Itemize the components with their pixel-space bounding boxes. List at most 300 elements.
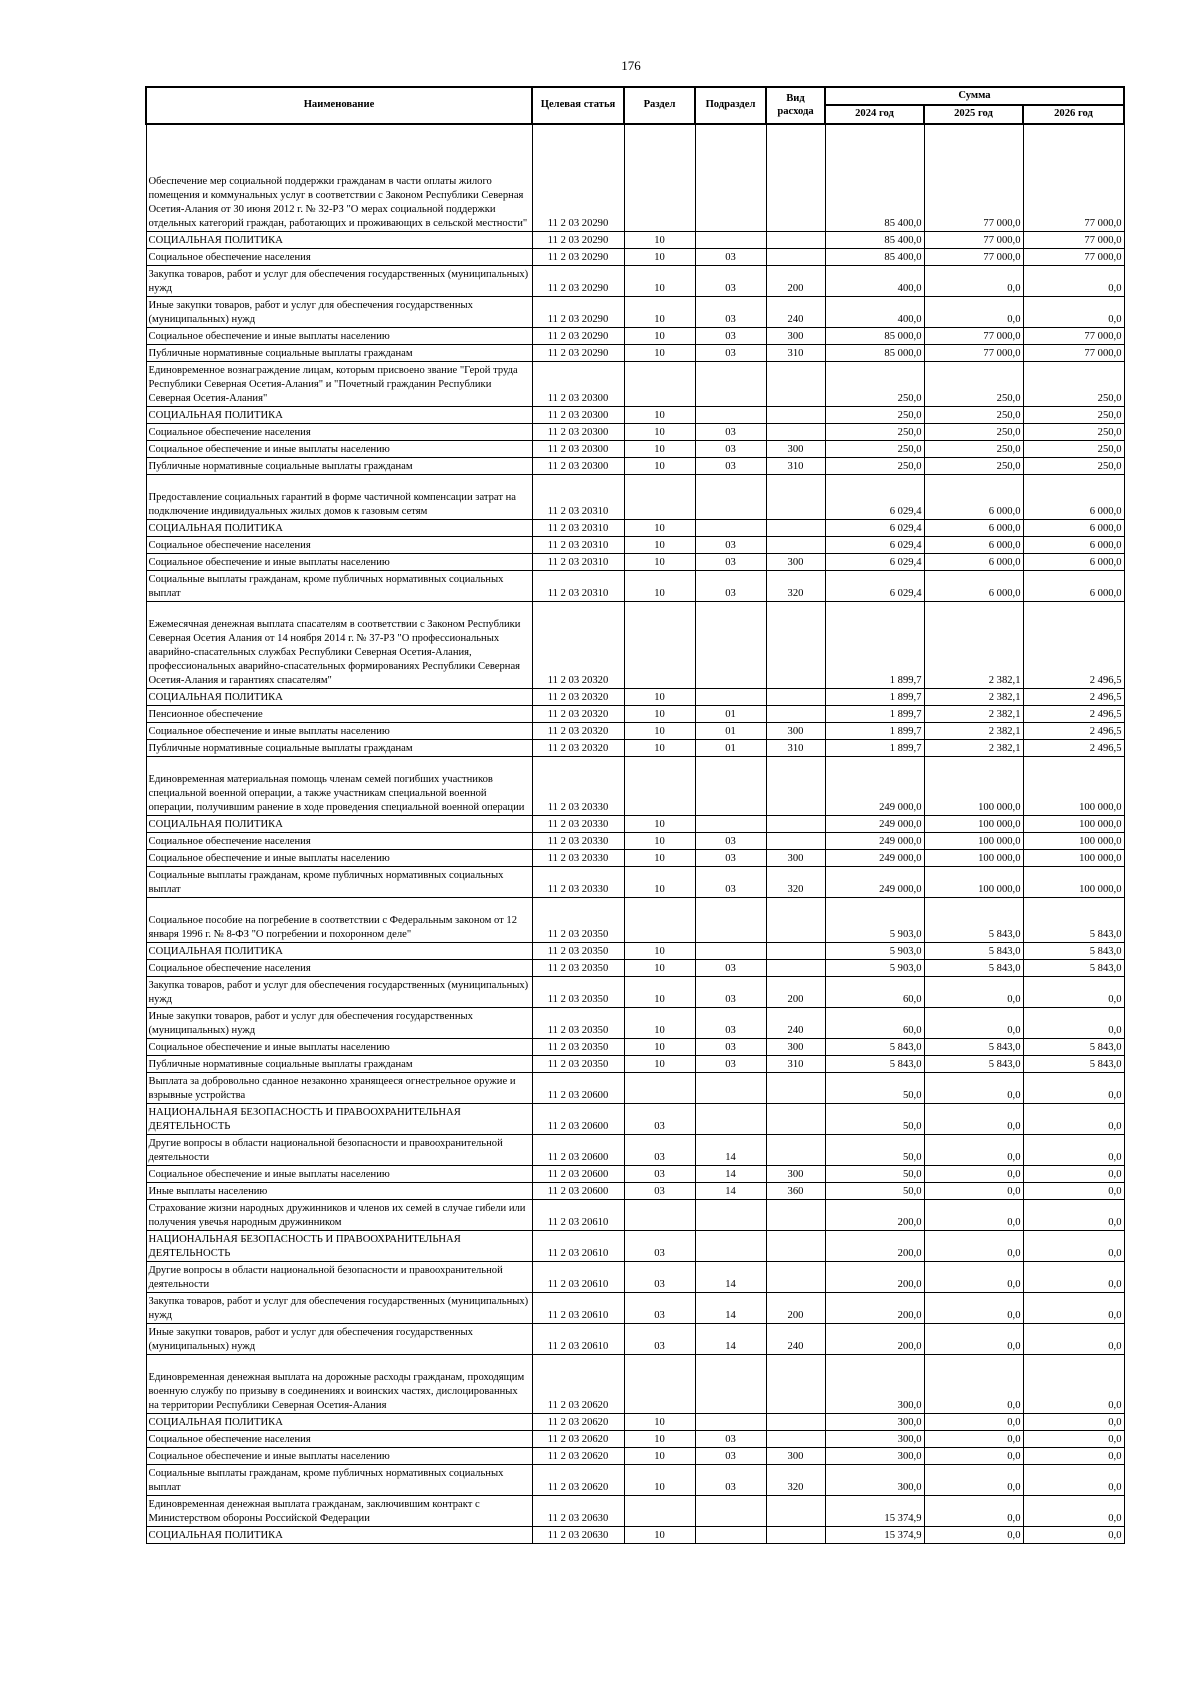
cell-expense-type: 240	[766, 1324, 825, 1355]
cell-expense-type	[766, 520, 825, 537]
cell-sum-2024: 6 029,4	[825, 475, 924, 520]
cell-expense-type	[766, 706, 825, 723]
cell-expense-type: 200	[766, 1293, 825, 1324]
table-row	[146, 266, 1124, 297]
cell-sum-2026: 5 843,0	[1023, 1056, 1124, 1073]
cell-target-article: 11 2 03 20330	[532, 816, 624, 833]
cell-sum-2025: 100 000,0	[924, 757, 1023, 816]
cell-sum-2024: 250,0	[825, 441, 924, 458]
cell-section: 10	[624, 554, 695, 571]
cell-sum-2025: 0,0	[924, 1135, 1023, 1166]
row-name-text: Выплата за добровольно сданное незаконно хранящееся огнестрельное оружие и взрывные устройства	[148, 1076, 516, 1101]
table-row	[146, 407, 1124, 424]
cell-section: 10	[624, 723, 695, 740]
cell-expense-type	[766, 232, 825, 249]
cell-expense-type: 300	[766, 850, 825, 867]
cell-sum-2025: 77 000,0	[924, 328, 1023, 345]
cell-subsection	[695, 757, 766, 816]
cell-target-article: 11 2 03 20290	[532, 124, 624, 232]
cell-sum-2026: 0,0	[1023, 297, 1124, 328]
cell-section: 10	[624, 1431, 695, 1448]
cell-sum-2025: 0,0	[924, 1073, 1023, 1104]
cell-expense-type: 300	[766, 441, 825, 458]
cell-sum-2024: 400,0	[825, 297, 924, 328]
cell-expense-type: 240	[766, 297, 825, 328]
cell-section: 10	[624, 1008, 695, 1039]
cell-section: 10	[624, 1414, 695, 1431]
cell-section: 03	[624, 1183, 695, 1200]
cell-subsection	[695, 407, 766, 424]
row-name-text: Социальное обеспечение и иные выплаты населению	[148, 853, 390, 864]
cell-target-article: 11 2 03 20350	[532, 1008, 624, 1039]
table-row	[146, 458, 1124, 475]
cell-sum-2026: 0,0	[1023, 1104, 1124, 1135]
cell-target-article: 11 2 03 20610	[532, 1200, 624, 1231]
cell-section: 03	[624, 1166, 695, 1183]
cell-expense-type: 310	[766, 1056, 825, 1073]
cell-name	[146, 362, 532, 407]
cell-name	[146, 740, 532, 757]
table-row	[146, 850, 1124, 867]
header-year-2026: 2026 год	[1023, 105, 1124, 124]
header-target-article: Целевая статья	[532, 87, 624, 124]
cell-name	[146, 1166, 532, 1183]
cell-sum-2024: 250,0	[825, 407, 924, 424]
cell-name	[146, 943, 532, 960]
cell-sum-2025: 5 843,0	[924, 943, 1023, 960]
cell-sum-2026: 5 843,0	[1023, 943, 1124, 960]
cell-subsection	[695, 1414, 766, 1431]
cell-sum-2025: 100 000,0	[924, 833, 1023, 850]
cell-sum-2024: 60,0	[825, 977, 924, 1008]
cell-target-article: 11 2 03 20600	[532, 1183, 624, 1200]
cell-sum-2025: 0,0	[924, 1448, 1023, 1465]
cell-subsection: 03	[695, 867, 766, 898]
cell-expense-type: 300	[766, 1166, 825, 1183]
cell-sum-2026: 0,0	[1023, 1166, 1124, 1183]
cell-expense-type	[766, 1262, 825, 1293]
table-row	[146, 537, 1124, 554]
row-name-text: Страхование жизни народных дружинников и членов их семей в случае гибели или получения увечья народным дружинником	[148, 1203, 526, 1228]
cell-target-article: 11 2 03 20630	[532, 1496, 624, 1527]
cell-subsection	[695, 362, 766, 407]
cell-target-article: 11 2 03 20630	[532, 1527, 624, 1544]
cell-subsection	[695, 1073, 766, 1104]
cell-target-article: 11 2 03 20320	[532, 740, 624, 757]
cell-subsection: 03	[695, 960, 766, 977]
cell-sum-2026: 0,0	[1023, 1073, 1124, 1104]
cell-sum-2026: 2 496,5	[1023, 689, 1124, 706]
cell-sum-2026: 6 000,0	[1023, 554, 1124, 571]
cell-section: 10	[624, 441, 695, 458]
cell-section: 10	[624, 867, 695, 898]
cell-sum-2026: 0,0	[1023, 977, 1124, 1008]
cell-sum-2024: 249 000,0	[825, 867, 924, 898]
cell-sum-2025: 2 382,1	[924, 740, 1023, 757]
cell-sum-2026: 77 000,0	[1023, 328, 1124, 345]
cell-section: 03	[624, 1231, 695, 1262]
table-row	[146, 520, 1124, 537]
cell-sum-2026: 0,0	[1023, 1496, 1124, 1527]
cell-expense-type: 310	[766, 345, 825, 362]
cell-sum-2025: 6 000,0	[924, 571, 1023, 602]
cell-target-article: 11 2 03 20600	[532, 1104, 624, 1135]
cell-sum-2024: 60,0	[825, 1008, 924, 1039]
cell-section: 10	[624, 424, 695, 441]
cell-expense-type	[766, 602, 825, 689]
cell-sum-2025: 0,0	[924, 1431, 1023, 1448]
cell-sum-2024: 1 899,7	[825, 740, 924, 757]
cell-target-article: 11 2 03 20600	[532, 1166, 624, 1183]
cell-subsection	[695, 124, 766, 232]
cell-target-article: 11 2 03 20600	[532, 1073, 624, 1104]
cell-target-article: 11 2 03 20600	[532, 1135, 624, 1166]
cell-section: 10	[624, 407, 695, 424]
cell-sum-2025: 77 000,0	[924, 124, 1023, 232]
cell-sum-2025: 5 843,0	[924, 898, 1023, 943]
cell-expense-type	[766, 1527, 825, 1544]
cell-sum-2024: 5 903,0	[825, 898, 924, 943]
cell-subsection	[695, 1496, 766, 1527]
table-body	[146, 124, 1124, 1544]
cell-expense-type	[766, 475, 825, 520]
cell-sum-2025: 0,0	[924, 1262, 1023, 1293]
cell-sum-2025: 6 000,0	[924, 537, 1023, 554]
cell-name	[146, 1414, 532, 1431]
cell-section: 10	[624, 943, 695, 960]
cell-sum-2024: 85 000,0	[825, 345, 924, 362]
cell-sum-2025: 250,0	[924, 362, 1023, 407]
cell-target-article: 11 2 03 20310	[532, 537, 624, 554]
cell-name	[146, 1465, 532, 1496]
cell-section: 10	[624, 328, 695, 345]
row-name-text: Пенсионное обеспечение	[148, 709, 263, 720]
cell-sum-2026: 2 496,5	[1023, 602, 1124, 689]
cell-sum-2025: 0,0	[924, 1183, 1023, 1200]
cell-section: 03	[624, 1293, 695, 1324]
cell-section: 10	[624, 458, 695, 475]
cell-sum-2025: 5 843,0	[924, 960, 1023, 977]
cell-target-article: 11 2 03 20620	[532, 1414, 624, 1431]
cell-subsection	[695, 1355, 766, 1414]
cell-sum-2026: 77 000,0	[1023, 232, 1124, 249]
cell-sum-2025: 77 000,0	[924, 232, 1023, 249]
cell-sum-2024: 50,0	[825, 1073, 924, 1104]
cell-expense-type: 360	[766, 1183, 825, 1200]
page-number: 176	[621, 58, 641, 73]
table-row	[146, 1231, 1124, 1262]
cell-name	[146, 1324, 532, 1355]
cell-target-article: 11 2 03 20610	[532, 1324, 624, 1355]
cell-subsection: 01	[695, 740, 766, 757]
cell-expense-type	[766, 898, 825, 943]
cell-name	[146, 960, 532, 977]
cell-target-article: 11 2 03 20290	[532, 297, 624, 328]
cell-target-article: 11 2 03 20610	[532, 1262, 624, 1293]
cell-sum-2025: 0,0	[924, 1324, 1023, 1355]
cell-target-article: 11 2 03 20320	[532, 723, 624, 740]
cell-section: 10	[624, 706, 695, 723]
cell-sum-2024: 250,0	[825, 362, 924, 407]
cell-sum-2026: 5 843,0	[1023, 1039, 1124, 1056]
cell-expense-type	[766, 1431, 825, 1448]
cell-sum-2025: 100 000,0	[924, 816, 1023, 833]
cell-sum-2024: 50,0	[825, 1166, 924, 1183]
cell-name	[146, 328, 532, 345]
cell-sum-2024: 85 400,0	[825, 249, 924, 266]
cell-sum-2026: 5 843,0	[1023, 898, 1124, 943]
cell-sum-2024: 200,0	[825, 1200, 924, 1231]
cell-section: 03	[624, 1324, 695, 1355]
cell-sum-2024: 5 843,0	[825, 1039, 924, 1056]
cell-sum-2024: 249 000,0	[825, 757, 924, 816]
row-name-text: Ежемесячная денежная выплата спасателям в соответствии с Законом Республики Северная Осетия Алания от 14 ноября 2014 г. № 37-РЗ "О профессиональных аварийно-спасательных службах Республики Северная Осетия-Алания, профессиональных аварийно-спасательных формированиях Республики Северная Осетия-Алания и гарантиях спасателям"	[148, 619, 521, 686]
table-row	[146, 706, 1124, 723]
cell-target-article: 11 2 03 20350	[532, 1056, 624, 1073]
cell-subsection	[695, 898, 766, 943]
cell-sum-2026: 0,0	[1023, 1262, 1124, 1293]
cell-sum-2025: 0,0	[924, 1231, 1023, 1262]
cell-sum-2026: 0,0	[1023, 1355, 1124, 1414]
row-name-text: Социальное обеспечение и иные выплаты населению	[148, 444, 390, 455]
cell-section	[624, 1073, 695, 1104]
row-name-text: Социальное обеспечение и иные выплаты населению	[148, 1451, 390, 1462]
cell-section	[624, 1200, 695, 1231]
cell-sum-2024: 249 000,0	[825, 833, 924, 850]
cell-expense-type	[766, 833, 825, 850]
cell-subsection	[695, 1231, 766, 1262]
table-row	[146, 362, 1124, 407]
cell-sum-2025: 250,0	[924, 458, 1023, 475]
row-name-text: Иные закупки товаров, работ и услуг для обеспечения государственных (муниципальных) нужд	[148, 1011, 473, 1036]
cell-expense-type: 200	[766, 266, 825, 297]
table-header	[146, 87, 1124, 124]
table-row	[146, 297, 1124, 328]
header-sum: Сумма	[825, 87, 1124, 105]
cell-sum-2024: 85 400,0	[825, 232, 924, 249]
cell-expense-type: 240	[766, 1008, 825, 1039]
cell-sum-2026: 0,0	[1023, 1465, 1124, 1496]
cell-subsection	[695, 1527, 766, 1544]
cell-section	[624, 757, 695, 816]
cell-sum-2026: 77 000,0	[1023, 124, 1124, 232]
row-name-text: Социальное обеспечение населения	[148, 427, 311, 438]
cell-sum-2025: 100 000,0	[924, 867, 1023, 898]
row-name-text: СОЦИАЛЬНАЯ ПОЛИТИКА	[148, 1530, 283, 1541]
cell-sum-2026: 0,0	[1023, 1293, 1124, 1324]
cell-sum-2025: 0,0	[924, 1465, 1023, 1496]
cell-sum-2026: 100 000,0	[1023, 833, 1124, 850]
cell-sum-2024: 15 374,9	[825, 1496, 924, 1527]
cell-sum-2025: 2 382,1	[924, 689, 1023, 706]
row-name-text: Закупка товаров, работ и услуг для обеспечения государственных (муниципальных) нужд	[148, 1296, 529, 1321]
table-row	[146, 1448, 1124, 1465]
cell-name	[146, 1431, 532, 1448]
cell-subsection	[695, 232, 766, 249]
cell-expense-type: 320	[766, 1465, 825, 1496]
cell-target-article: 11 2 03 20620	[532, 1465, 624, 1496]
cell-sum-2026: 0,0	[1023, 1527, 1124, 1544]
cell-subsection	[695, 943, 766, 960]
table-row	[146, 833, 1124, 850]
table-row	[146, 960, 1124, 977]
cell-sum-2026: 100 000,0	[1023, 757, 1124, 816]
cell-expense-type: 200	[766, 977, 825, 1008]
cell-target-article: 11 2 03 20330	[532, 850, 624, 867]
cell-target-article: 11 2 03 20620	[532, 1355, 624, 1414]
cell-name	[146, 757, 532, 816]
cell-sum-2025: 0,0	[924, 1414, 1023, 1431]
cell-target-article: 11 2 03 20350	[532, 898, 624, 943]
cell-name	[146, 1104, 532, 1135]
cell-sum-2026: 250,0	[1023, 407, 1124, 424]
cell-target-article: 11 2 03 20290	[532, 345, 624, 362]
cell-sum-2025: 6 000,0	[924, 520, 1023, 537]
cell-sum-2024: 300,0	[825, 1431, 924, 1448]
cell-sum-2025: 0,0	[924, 1166, 1023, 1183]
cell-sum-2025: 250,0	[924, 424, 1023, 441]
cell-section: 10	[624, 740, 695, 757]
cell-section: 10	[624, 1448, 695, 1465]
row-name-text: Социальные выплаты гражданам, кроме публичных нормативных социальных выплат	[148, 1468, 504, 1493]
cell-subsection: 03	[695, 441, 766, 458]
cell-subsection: 03	[695, 1431, 766, 1448]
cell-sum-2026: 0,0	[1023, 1183, 1124, 1200]
cell-sum-2025: 6 000,0	[924, 475, 1023, 520]
row-name-text: Единовременная материальная помощь членам семей погибших участников специальной военной операции, а также участникам специальной военной операции, получившим ранение в ходе проведения специальной военной операции	[148, 774, 525, 813]
header-section: Раздел	[624, 87, 695, 124]
cell-name	[146, 249, 532, 266]
cell-name	[146, 424, 532, 441]
cell-sum-2024: 5 903,0	[825, 960, 924, 977]
table-row	[146, 977, 1124, 1008]
row-name-text: Иные закупки товаров, работ и услуг для обеспечения государственных (муниципальных) нужд	[148, 1327, 473, 1352]
cell-sum-2024: 300,0	[825, 1465, 924, 1496]
header-subsection: Подраздел	[695, 87, 766, 124]
cell-sum-2024: 50,0	[825, 1104, 924, 1135]
cell-sum-2026: 2 496,5	[1023, 723, 1124, 740]
cell-name	[146, 554, 532, 571]
cell-target-article: 11 2 03 20330	[532, 757, 624, 816]
row-name-text: Социальные выплаты гражданам, кроме публичных нормативных социальных выплат	[148, 574, 504, 599]
cell-sum-2024: 1 899,7	[825, 723, 924, 740]
cell-sum-2026: 0,0	[1023, 1200, 1124, 1231]
cell-expense-type: 310	[766, 740, 825, 757]
row-name-text: Публичные нормативные социальные выплаты гражданам	[148, 743, 413, 754]
cell-subsection	[695, 602, 766, 689]
table-row	[146, 232, 1124, 249]
cell-expense-type	[766, 960, 825, 977]
cell-sum-2026: 6 000,0	[1023, 571, 1124, 602]
cell-section: 10	[624, 1039, 695, 1056]
cell-subsection: 03	[695, 554, 766, 571]
row-name-text: СОЦИАЛЬНАЯ ПОЛИТИКА	[148, 819, 283, 830]
cell-subsection: 03	[695, 1465, 766, 1496]
header-year-2025: 2025 год	[924, 105, 1023, 124]
cell-name	[146, 345, 532, 362]
cell-sum-2026: 100 000,0	[1023, 850, 1124, 867]
cell-section: 10	[624, 833, 695, 850]
row-name-text: Публичные нормативные социальные выплаты гражданам	[148, 461, 413, 472]
table-row	[146, 1166, 1124, 1183]
cell-expense-type: 310	[766, 458, 825, 475]
cell-expense-type	[766, 249, 825, 266]
cell-section	[624, 124, 695, 232]
cell-sum-2025: 0,0	[924, 977, 1023, 1008]
cell-expense-type	[766, 124, 825, 232]
cell-expense-type	[766, 757, 825, 816]
cell-subsection: 03	[695, 297, 766, 328]
cell-name	[146, 867, 532, 898]
table-row	[146, 1135, 1124, 1166]
cell-name	[146, 1293, 532, 1324]
cell-subsection	[695, 1200, 766, 1231]
cell-sum-2026: 0,0	[1023, 1431, 1124, 1448]
table-row	[146, 571, 1124, 602]
cell-sum-2024: 6 029,4	[825, 554, 924, 571]
cell-expense-type	[766, 816, 825, 833]
cell-section: 10	[624, 850, 695, 867]
row-name-text: СОЦИАЛЬНАЯ ПОЛИТИКА	[148, 410, 283, 421]
row-name-text: Другие вопросы в области национальной безопасности и правоохранительной деятельности	[148, 1265, 503, 1290]
cell-section: 03	[624, 1104, 695, 1135]
cell-sum-2024: 200,0	[825, 1324, 924, 1355]
cell-subsection: 03	[695, 1448, 766, 1465]
cell-sum-2024: 1 899,7	[825, 602, 924, 689]
cell-sum-2024: 200,0	[825, 1231, 924, 1262]
table-row	[146, 757, 1124, 816]
header-expense-type: Вид расхода	[766, 87, 825, 124]
cell-sum-2024: 85 400,0	[825, 124, 924, 232]
cell-sum-2024: 400,0	[825, 266, 924, 297]
cell-sum-2024: 6 029,4	[825, 571, 924, 602]
row-name-text: Публичные нормативные социальные выплаты гражданам	[148, 348, 413, 359]
cell-expense-type	[766, 1073, 825, 1104]
cell-sum-2024: 5 843,0	[825, 1056, 924, 1073]
cell-sum-2024: 15 374,9	[825, 1527, 924, 1544]
cell-name	[146, 977, 532, 1008]
cell-expense-type	[766, 1200, 825, 1231]
cell-name	[146, 898, 532, 943]
cell-sum-2026: 0,0	[1023, 1448, 1124, 1465]
cell-sum-2025: 0,0	[924, 1200, 1023, 1231]
cell-name	[146, 833, 532, 850]
cell-subsection: 14	[695, 1293, 766, 1324]
cell-subsection: 03	[695, 345, 766, 362]
row-name-text: Иные закупки товаров, работ и услуг для обеспечения государственных (муниципальных) нужд	[148, 300, 473, 325]
row-name-text: СОЦИАЛЬНАЯ ПОЛИТИКА	[148, 692, 283, 703]
cell-target-article: 11 2 03 20330	[532, 833, 624, 850]
cell-sum-2025: 0,0	[924, 266, 1023, 297]
row-name-text: Обеспечение мер социальной поддержки гражданам в части оплаты жилого помещения и коммунальных услуг в соответствии с Законом Республики Северная Осетия-Алания от 30 июня 2012 г. № 32-РЗ "О мерах социальной поддержки отдельных категорий граждан, работающих и проживающих в сельской местности"	[148, 176, 528, 229]
cell-sum-2024: 5 903,0	[825, 943, 924, 960]
cell-expense-type: 320	[766, 867, 825, 898]
cell-sum-2024: 200,0	[825, 1293, 924, 1324]
table-row	[146, 328, 1124, 345]
cell-sum-2026: 250,0	[1023, 362, 1124, 407]
cell-sum-2026: 250,0	[1023, 424, 1124, 441]
header-name: Наименование	[146, 87, 532, 124]
row-name-text: Социальное пособие на погребение в соответствии с Федеральным законом от 12 января 1996 г. № 8-ФЗ "О погребении и похоронном деле"	[148, 915, 517, 940]
cell-target-article: 11 2 03 20310	[532, 571, 624, 602]
cell-subsection: 03	[695, 977, 766, 1008]
cell-expense-type	[766, 1496, 825, 1527]
cell-subsection: 03	[695, 850, 766, 867]
cell-name	[146, 1448, 532, 1465]
cell-section: 10	[624, 571, 695, 602]
cell-subsection: 01	[695, 723, 766, 740]
cell-section	[624, 1496, 695, 1527]
